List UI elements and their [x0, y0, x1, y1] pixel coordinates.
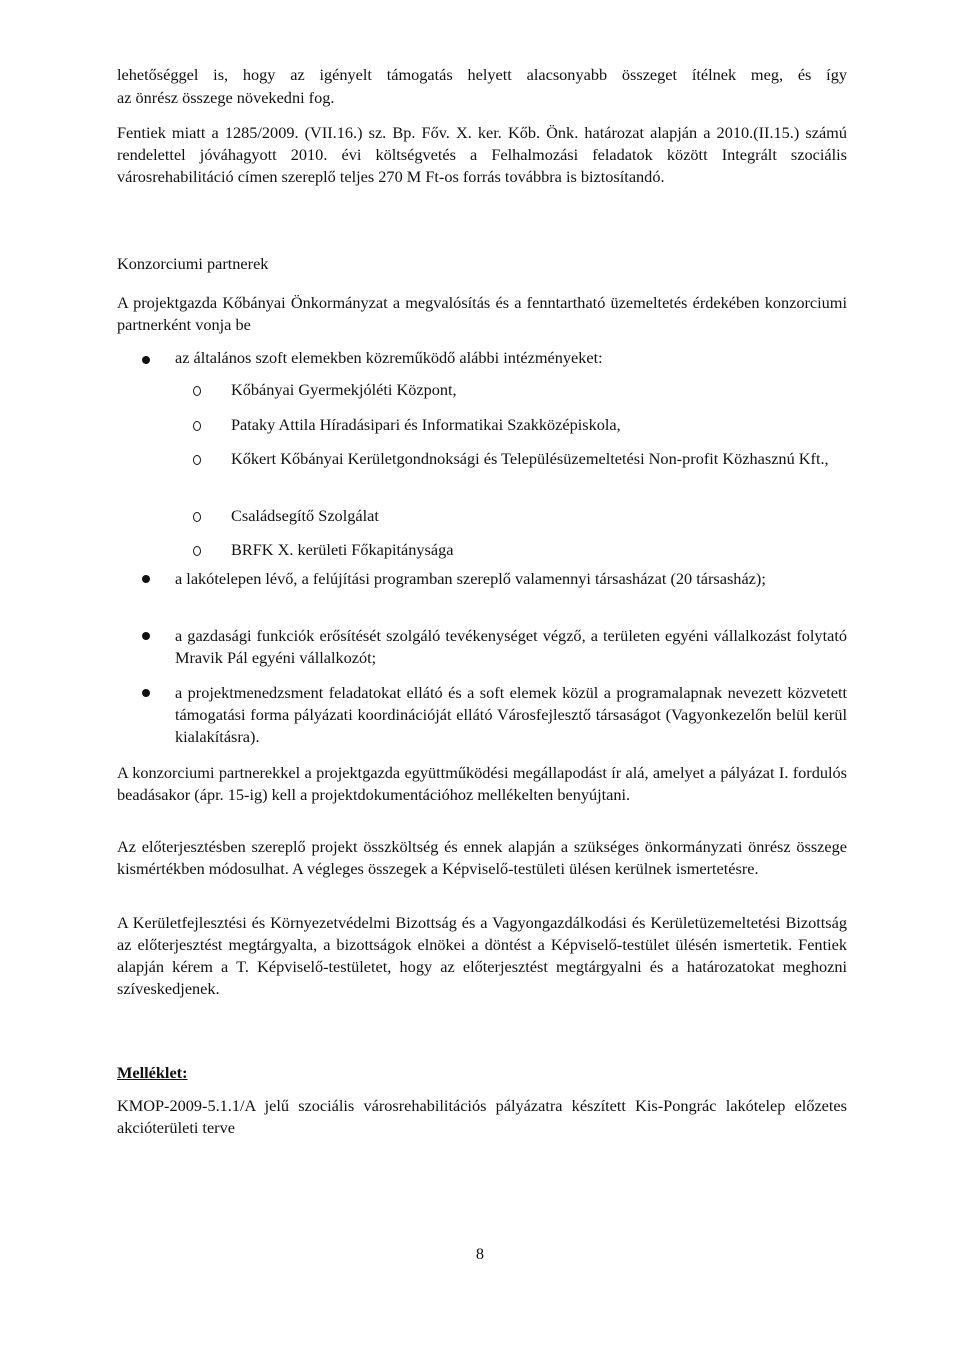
top-line-2: az önrész összege növekedni fog. [117, 88, 335, 107]
top-line-1: lehetőséggel is, hogy az igényelt támogatás helyett alacsonyabb összeget ítélnek meg, és így [117, 65, 847, 84]
section-title: Konzorciumi partnerek [117, 254, 269, 273]
bullet-condominiums: a lakótelepen lévő, a felújítási programban szereplő valamennyi társasházat (20 társasház); [175, 569, 766, 588]
bullet-icon [142, 356, 152, 366]
attachment-heading: Melléklet: [117, 1063, 188, 1082]
bullet-icon [142, 632, 152, 642]
institution-item: BRFK X. kerületi Főkapitánysága [231, 540, 454, 559]
bullet-entrepreneur: a gazdasági funkciók erősítését szolgáló tevékenységet végző, a területen egyéni vállalkozást folytató Mravik Pál egyéni vállalkozót; [175, 626, 847, 667]
intro-paragraph: A projektgazda Kőbányai Önkormányzat a megvalósítás és a fenntartható üzemeltetés érdekében konzorciumi partnerként vonja be [117, 293, 847, 334]
institution-item: Pataky Attila Híradásipari és Informatikai Szakközépiskola, [231, 415, 621, 434]
bullet-soft-elements: az általános szoft elemekben közreműködő alábbi intézményeket: [175, 348, 603, 367]
cost-paragraph: Az előterjesztésben szereplő projekt összköltség és ennek alapján a szükséges önkormányzati önrész összege kismértékben módosulhat. A végleges összegek a Képviselő-testületi ülésen kerülnek ismertetésre. [117, 837, 847, 878]
committee-paragraph: A Kerületfejlesztési és Környezetvédelmi Bizottság és a Vagyongazdálkodási és Kerületüzemeltetési Bizottság az előterjesztést megtárgyalta, a bizottságok elnökei a döntést a Képviselő-testület ülésén ismertetik. Fentiek alapján kérem a T. Képviselő-testületet, hogy az előterjesztést megtárgyalni és a határozatokat meghozni szíveskedjenek. [117, 913, 847, 998]
bullet-project-management: a projektmenedzsment feladatokat ellátó és a soft elemek közül a programalapnak nevezett közvetett támogatási forma pályázati koordinációját ellátó Városfejlesztő társaságot (Vagyonkezelőn belül kerül kialakításra). [175, 683, 847, 746]
page-number: 8 [475, 1244, 485, 1263]
institution-item: Családsegítő Szolgálat [231, 506, 379, 525]
institution-item: Kőbányai Gyermekjóléti Központ, [231, 380, 457, 399]
attachment-text: KMOP-2009-5.1.1/A jelű szociális városrehabilitációs pályázatra készített Kis-Pongrác lakótelep előzetes akcióterületi terve [117, 1096, 847, 1137]
bullet-icon [142, 575, 152, 585]
circle-bullet-icon [193, 512, 203, 522]
circle-bullet-icon [193, 386, 203, 396]
funding-paragraph: Fentiek miatt a 1285/2009. (VII.16.) sz. Bp. Főv. X. ker. Kőb. Önk. határozat alapján a 2010.(II.15.) számú rendelettel jóváhagyott 2010. évi költségvetés a Felhalmozási feladatok között Integrált szociális városrehabilitáció címen szereplő teljes 270 M Ft-os forrás továbbra is biztosítandó. [117, 123, 847, 186]
bullet-icon [142, 689, 152, 699]
circle-bullet-icon [193, 546, 203, 556]
agreement-paragraph: A konzorciumi partnerekkel a projektgazda együttműködési megállapodást ír alá, amelyet a pályázat I. fordulós beadásakor (ápr. 15-ig) kell a projektdokumentációhoz mellékelten benyújtani. [117, 763, 847, 804]
circle-bullet-icon [193, 421, 203, 431]
circle-bullet-icon [193, 455, 203, 465]
institution-item: Kőkert Kőbányai Kerületgondnoksági és Településüzemeltetési Non-profit Közhasznú Kft., [231, 449, 829, 468]
